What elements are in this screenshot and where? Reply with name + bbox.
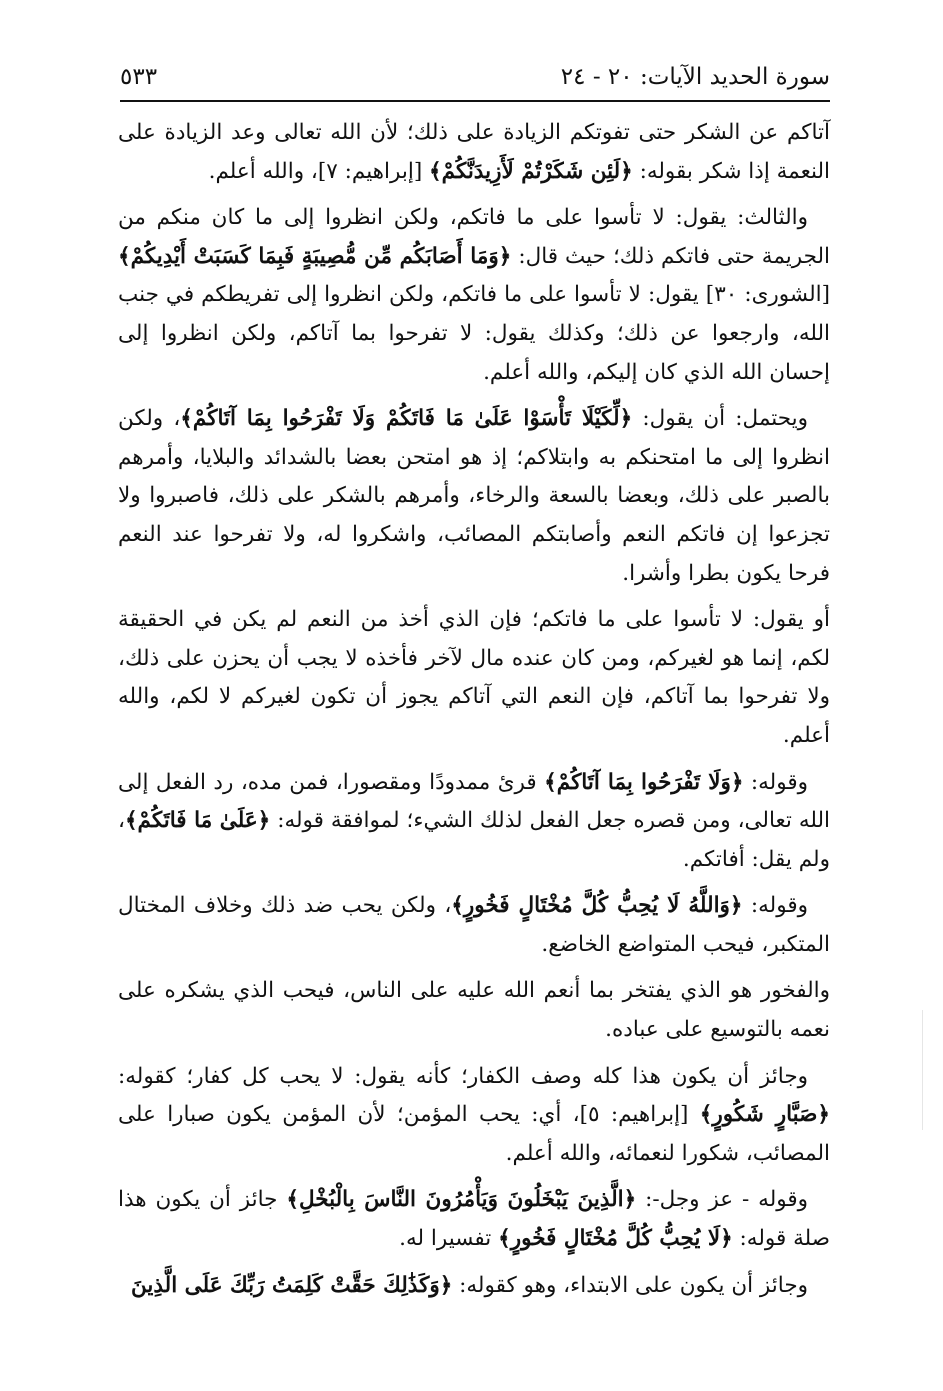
text-run: [إبراهيم: ٧]، والله أعلم. [208, 158, 430, 184]
paragraph [118, 764, 830, 880]
text-run: وقوله: [743, 769, 808, 795]
text-run: [الشورى: ٣٠] يقول: لا تأسوا على ما فاتكم، ولكن انظروا إلى تفريطكم في جنب الله، وارجعوا عن ذلك؛ وكذلك يقول: لا تفرحوا بما آتاكم، ولكن انظروا إلى إحسان الله الذي كان إليكم، والله أعلم. [118, 282, 830, 385]
header-title: سورة الحديد الآيات: ٢٠ - ٢٤ [560, 64, 830, 90]
text-run: تفسيرا له. [399, 1226, 499, 1252]
paragraph [118, 601, 830, 755]
quran-quote: ﴿لَئِن شَكَرْتُمْ لَأَزِيدَنَّكُمْ﴾ [429, 158, 633, 184]
quran-quote: ﴿لِّكَيْلَا تَأْسَوْا عَلَىٰ مَا فَاتَكُمْ وَلَا تَفْرَحُوا بِمَا آتَاكُمْ﴾ [180, 406, 633, 432]
text-run: ، ولكن انظروا إلى ما امتحنكم به وابتلاكم؛ إذ هو امتحن بعضا بالشدائد والبلايا، وأمرهم بالصبر على ذلك، وبعضا بالسعة والرخاء، وأمرهم بالشكر على ذلك، فاصبروا ولا تجزعوا إن فاتكم النعم وأصابتكم المصائب، واشكروا له، ولا تفرحوا عند النعم فرحا يكون بطرا وأشرا. [118, 406, 830, 586]
text-run: ، ولم يقل: أفاتكم. [118, 808, 830, 872]
paragraph [118, 114, 830, 191]
paragraph [118, 1267, 830, 1306]
text-run: وقوله: [742, 893, 808, 919]
text-run: والثالث: يقول: لا تأسوا على ما فاتكم، ولكن انظروا إلى ما كان منكم من الجريمة حتى فاتكم ذلك؛ حيث قال: [118, 205, 830, 269]
text-run: وجائز أن يكون هذا كله وصف الكفار؛ كأنه يقول: لا يحب كل كفار؛ كقوله: [118, 1063, 808, 1089]
paragraph [118, 972, 830, 1049]
quran-quote: ﴿عَلَىٰ مَا فَاتَكُمْ﴾ [124, 808, 271, 834]
paragraph [118, 199, 830, 392]
text-run: ، ولكن يحب ضد ذلك وخلاف المختال المتكبر، فيحب المتواضع الخاضع. [118, 893, 830, 957]
quran-quote: ﴿وَمَا أَصَابَكُم مِّن مُّصِيبَةٍ فَبِمَا كَسَبَتْ أَيْدِيكُمْ﴾ [118, 243, 512, 269]
running-header [120, 58, 830, 92]
text-run: وجائز أن يكون على الابتداء، وهو كقوله: [452, 1272, 808, 1298]
text-run: جائز أن يكون هذا صلة قوله: [118, 1187, 830, 1252]
page-number: ٥٣٣ [120, 64, 158, 90]
paragraph [118, 887, 830, 964]
quran-quote: ﴿لَا يُحِبُّ كُلَّ مُخْتَالٍ فَخُورٍ﴾ [498, 1226, 733, 1252]
text-run: وقوله - عز وجل-: [636, 1187, 809, 1213]
paragraph [118, 400, 830, 593]
text-run: [إبراهيم: ٥]، أي: يحب المؤمن؛ لأن المؤمن يكون صبارا على المصائب، شكورا لنعمائه، والله أعلم. [118, 1102, 830, 1166]
paragraph [118, 1058, 830, 1174]
quran-quote: ﴿وَلَا تَفْرَحُوا بِمَا آتَاكُمْ﴾ [544, 769, 744, 795]
quran-quote: ﴿وَكَذَٰلِكَ حَقَّتْ كَلِمَتُ رَبِّكَ عَلَى الَّذِينَ [131, 1272, 453, 1298]
text-run: آتاكم عن الشكر حتى تفوتكم الزيادة على ذلك؛ لأن الله تعالى وعد الزيادة على النعمة إذا شكر بقوله: [118, 120, 830, 184]
paragraph [118, 1181, 830, 1258]
quran-quote: ﴿وَاللَّهُ لَا يُحِبُّ كُلَّ مُخْتَالٍ فَخُورٍ﴾ [451, 893, 743, 919]
text-run: والفخور هو الذي يفتخر بما أنعم الله عليه على الناس، فيحب الذي يشكره على نعمه بالتوسيع على عباده. [118, 978, 830, 1043]
text-run: قرئ ممدودًا ومقصورا، فمن مده، رد الفعل إلى الله تعالى، ومن قصره جعل الفعل لذلك الشيء؛ لموافقة قوله: [118, 769, 830, 834]
quran-quote: ﴿صَبَّارٍ شَكُورٍ﴾ [699, 1102, 830, 1128]
text-run: ويحتمل: أن يقول: [632, 406, 808, 432]
body-text [118, 114, 830, 1305]
quran-quote: ﴿الَّذِينَ يَبْخَلُونَ وَيَأْمُرُونَ النَّاسَ بِالْبُخْلِ﴾ [286, 1187, 637, 1213]
text-run: أو يقول: لا تأسوا على ما فاتكم؛ فإن الذي أخذ من النعم لم يكن في الحقيقة لكم، إنما هو لغيركم، ومن كان عنده مال لآخر فأخذه لا يجب أن يحزن على ذلك، ولا تفرحوا بما آتاكم، فإن النعم التي آتاكم يجوز أن تكون لغيركم لا لكم، والله أعلم. [118, 607, 830, 748]
scan-margin-mark [922, 1010, 923, 1130]
header-rule [120, 100, 830, 102]
